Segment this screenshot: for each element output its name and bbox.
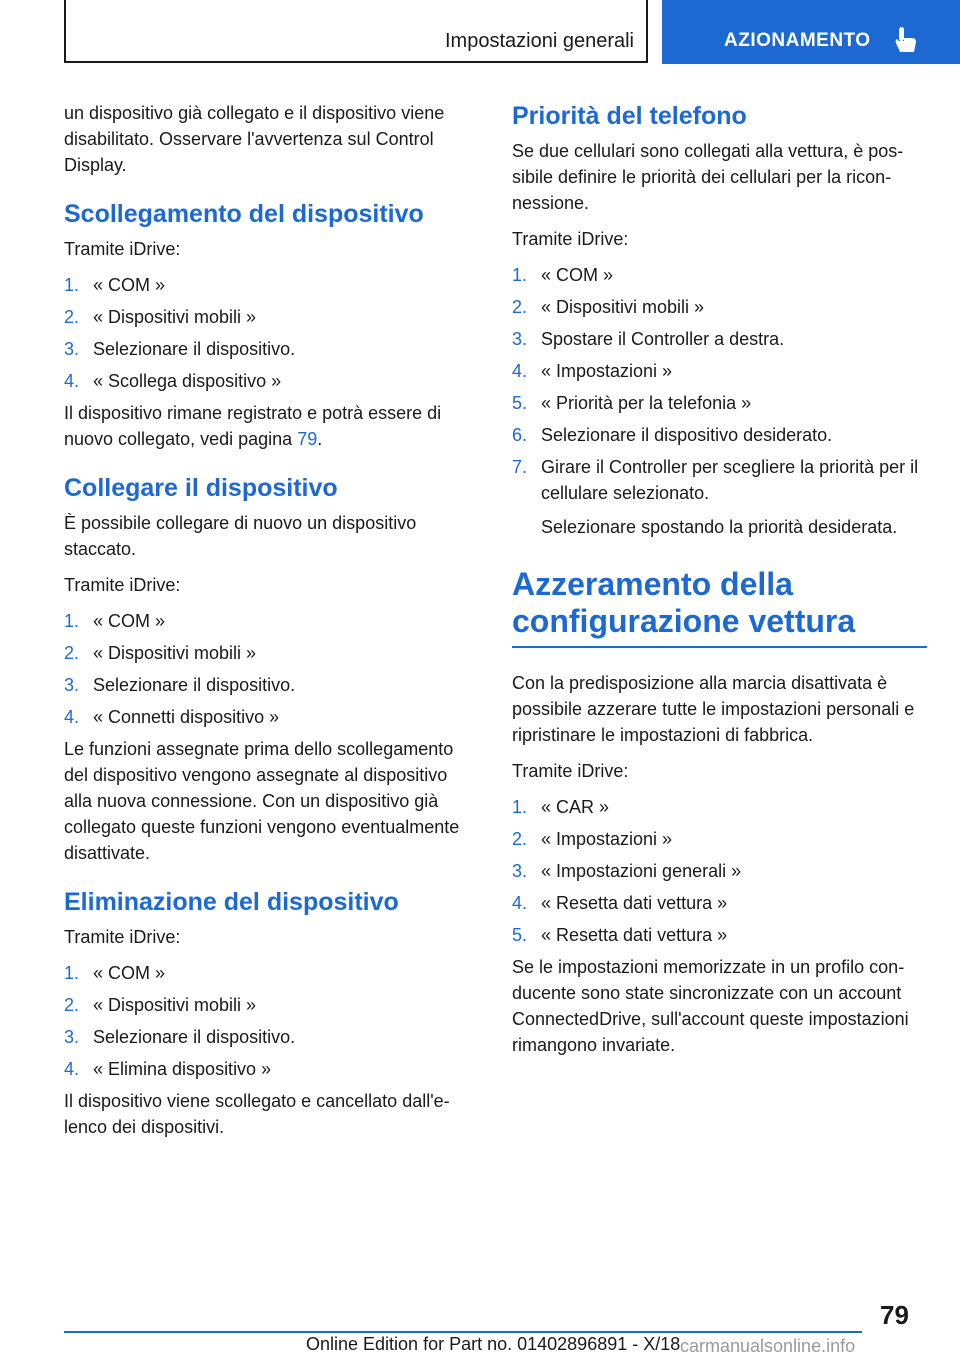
list-item: 1. « COM » xyxy=(64,611,166,631)
chapter-title-reset: Azzeramento della configurazione vettura xyxy=(512,566,927,648)
section-title-disconnect: Scollegamento del dispositivo xyxy=(64,200,424,228)
delete-note: Il dispositivo viene scollegato e cancellato dall'elenco dei dispositivi. xyxy=(64,1091,450,1137)
disconnect-note: Il dispositivo rimane registrato e potrà essere di nuovo collegato, vedi pagina 79. xyxy=(64,403,442,449)
section-title-connect: Collegare il dispositivo xyxy=(64,474,338,502)
left-column xyxy=(64,100,479,1150)
idrive-intro: Tramite iDrive: xyxy=(512,761,629,781)
footer-divider xyxy=(64,1331,862,1333)
list-item: 2. « Dispositivi mobili » xyxy=(64,995,257,1015)
list-item: 4. « Scollega dispositivo » xyxy=(64,371,282,391)
idrive-intro: Tramite iDrive: xyxy=(512,229,629,249)
list-item: 2. « Impostazioni » xyxy=(512,829,673,849)
steps-delete xyxy=(64,960,479,1082)
list-item: 7. Girare il Controller per scegliere la priorità per il cellulare selezionato. Selezionare spostando la priorità desiderata. xyxy=(512,454,927,540)
page-number: 79 xyxy=(880,1300,909,1330)
idrive-intro: Tramite iDrive: xyxy=(64,575,181,595)
connect-paragraph: È possibile collegare di nuovo un dispositivo staccato. xyxy=(64,513,417,559)
header-section-label: AZIONAMENTO xyxy=(724,30,871,51)
list-item: 2. « Dispositivi mobili » xyxy=(512,297,705,317)
steps-priority xyxy=(512,262,927,540)
reset-paragraph: Con la predisposizione alla marcia disattivata è possibile azzerare tutte le impostazioni personali e ripristinare le impostazioni di fabbrica. xyxy=(512,673,915,745)
list-item: 4. « Impostazioni » xyxy=(512,361,673,381)
list-item: 3. Selezionare il dispositivo. xyxy=(64,675,296,695)
intro-paragraph: un dispositivo già collegato e il dispositivo viene disabilitato. Osservare l'avvertenza sul Control Display. xyxy=(64,103,445,175)
list-item: 1. « COM » xyxy=(512,265,614,285)
page-link[interactable]: 79 xyxy=(297,429,318,449)
list-item: 1. « COM » xyxy=(64,963,166,983)
footer-edition: Online Edition for Part no. 01402896891 - X/18 xyxy=(306,1334,681,1354)
list-item: 2. « Dispositivi mobili » xyxy=(64,307,257,327)
step-sub-note: Selezionare spostando la priorità desiderata. xyxy=(541,517,898,537)
list-item: 6. Selezionare il dispositivo desiderato. xyxy=(512,425,833,445)
connect-note: Le funzioni assegnate prima dello scollegamento del dispositivo vengono assegnate al dispositivo alla nuova connessione. Con un dispositivo già collegato queste funzioni vengono eventualmente disattivate. xyxy=(64,739,460,863)
header-title: Impostazioni generali xyxy=(445,30,634,52)
list-item: 4. « Resetta dati vettura » xyxy=(512,893,728,913)
list-item: 3. Spostare il Controller a destra. xyxy=(512,329,785,349)
list-item: 4. « Elimina dispositivo » xyxy=(64,1059,272,1079)
list-item: 5. « Priorità per la telefonia » xyxy=(512,393,752,413)
section-title-phone-priority: Priorità del telefono xyxy=(512,102,747,130)
header-title-box xyxy=(64,0,648,63)
hand-pointer-icon xyxy=(894,26,918,54)
idrive-intro: Tramite iDrive: xyxy=(64,927,181,947)
reset-note: Se le impostazioni memorizzate in un profilo conducente sono state sincronizzate con un account ConnectedDrive, sull'account queste impostazioni rimangono invariate. xyxy=(512,957,909,1055)
idrive-intro: Tramite iDrive: xyxy=(64,239,181,259)
section-title-delete: Eliminazione del dispositivo xyxy=(64,888,399,916)
list-item: 3. Selezionare il dispositivo. xyxy=(64,1027,296,1047)
list-item: 3. Selezionare il dispositivo. xyxy=(64,339,296,359)
steps-connect xyxy=(64,608,479,730)
list-item: 3. « Impostazioni generali » xyxy=(512,861,742,881)
list-item: 1. « CAR » xyxy=(512,797,610,817)
steps-disconnect xyxy=(64,272,479,394)
list-item: 1. « COM » xyxy=(64,275,166,295)
list-item: 5. « Resetta dati vettura » xyxy=(512,925,728,945)
list-item: 4. « Connetti dispositivo » xyxy=(64,707,280,727)
steps-reset xyxy=(512,794,927,948)
priority-paragraph: Se due cellulari sono collegati alla vettura, è possibile definire le priorità dei cellulari per la riconnessione. xyxy=(512,141,904,213)
right-column xyxy=(512,100,927,1068)
footer-watermark: carmanualsonline.info xyxy=(680,1336,856,1356)
list-item: 2. « Dispositivi mobili » xyxy=(64,643,257,663)
header-section-tab xyxy=(662,0,960,64)
